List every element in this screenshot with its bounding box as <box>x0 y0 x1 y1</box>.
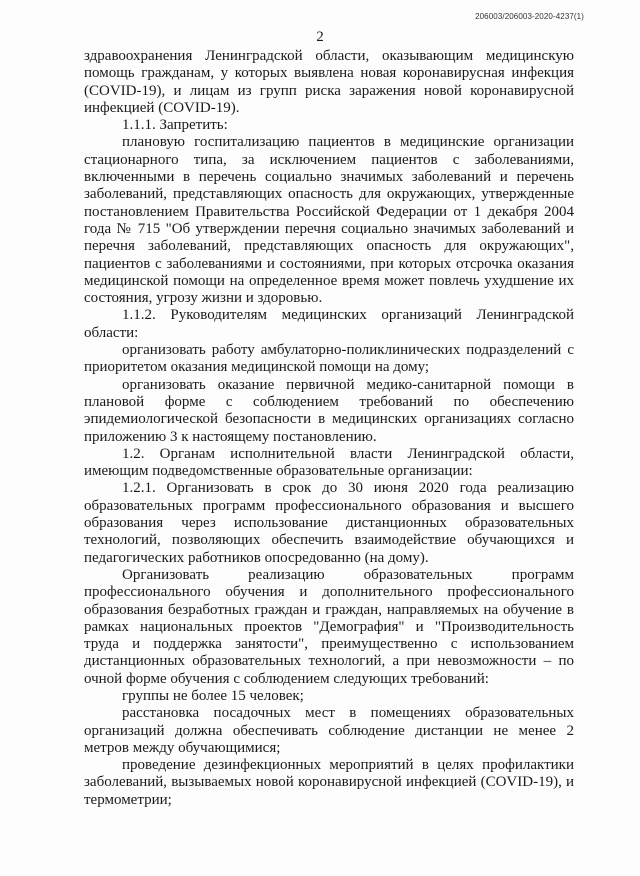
paragraph-outpatient-work: организовать работу амбулаторно-поликлинических подразделений с приоритетом оказания медицинской помощи на дому; <box>84 342 574 376</box>
paragraph-1-2-heading: 1.2. Органам исполнительной власти Ленинградской области, имеющим подведомственные образовательные организации: <box>84 445 574 480</box>
paragraph-1-1-2-heading: 1.1.2. Руководителям медицинских организаций Ленинградской области: <box>84 307 574 341</box>
paragraph-primary-care: организовать оказание первичной медико-санитарной помощи в плановой форме с соблюдением требований по обеспечению эпидемиологической безопасности в медицинских организациях согласно приложению 3 к настоящему постановлению. <box>84 376 574 445</box>
list-item-group-size: группы не более 15 человек; <box>122 687 304 704</box>
paragraph-prohibit-hospitalization: плановую госпитализацию пациентов в медицинские организации стационарного типа, за исключением пациентов с заболеваниями, включенными в перечень социально значимых заболеваний и перечень заболеваний, представляющих опасность для окружающих, утвержденные постановлением Правительства Российской Федерации от 1 декабря 2004 года № 715 "Об утверждении перечня социально значимых заболеваний и перечня заболеваний, представляющих опасность для окружающих", пациентов с заболеваниями и состояниями, при которых отсрочка оказания медицинской помощи на определенное время может повлечь ухудшение их состояния, угрозу жизни и здоровью. <box>84 134 574 307</box>
paragraph-1-2-1-distance-learning: 1.2.1. Организовать в срок до 30 июня 2020 года реализацию образовательных программ профессионального образования и высшего образования через использование дистанционных образовательных технологий, позволяющих обеспечить взаимодействие обучающихся и педагогических работников опосредованно (на дому). <box>84 480 574 566</box>
paragraph-vocational-training: Организовать реализацию образовательных программ профессионального обучения и дополнительного профессионального образования безработных граждан и граждан, направляемых на обучение в рамках национальных проектов "Демография" и "Производительность труда и поддержка занятости", преимущественно с использованием дистанционных образовательных технологий, а при невозможности – по очной форме обучения с соблюдением следующих требований: <box>84 566 574 687</box>
list-item-disinfection: проведение дезинфекционных мероприятий в целях профилактики заболеваний, вызываемых новой коронавирусной инфекцией (COVID-19), и термометрии; <box>84 757 574 808</box>
document-id: 206003/206003-2020-4237(1) <box>475 12 584 21</box>
page-number: 2 <box>316 29 324 45</box>
paragraph-continuation: здравоохранения Ленинградской области, оказывающим медицинскую помощь гражданам, у которых выявлена новая коронавирусная инфекция (COVID-19), и лицам из групп риска заражения новой коронавирусной инфекцией (COVID-19). <box>84 48 574 116</box>
paragraph-1-1-1-heading: 1.1.1. Запретить: <box>122 117 228 134</box>
list-item-seating: расстановка посадочных мест в помещениях образовательных организаций должна обеспечивать соблюдение дистанции не менее 2 метров между обучающимися; <box>84 705 574 756</box>
document-body <box>84 48 574 809</box>
